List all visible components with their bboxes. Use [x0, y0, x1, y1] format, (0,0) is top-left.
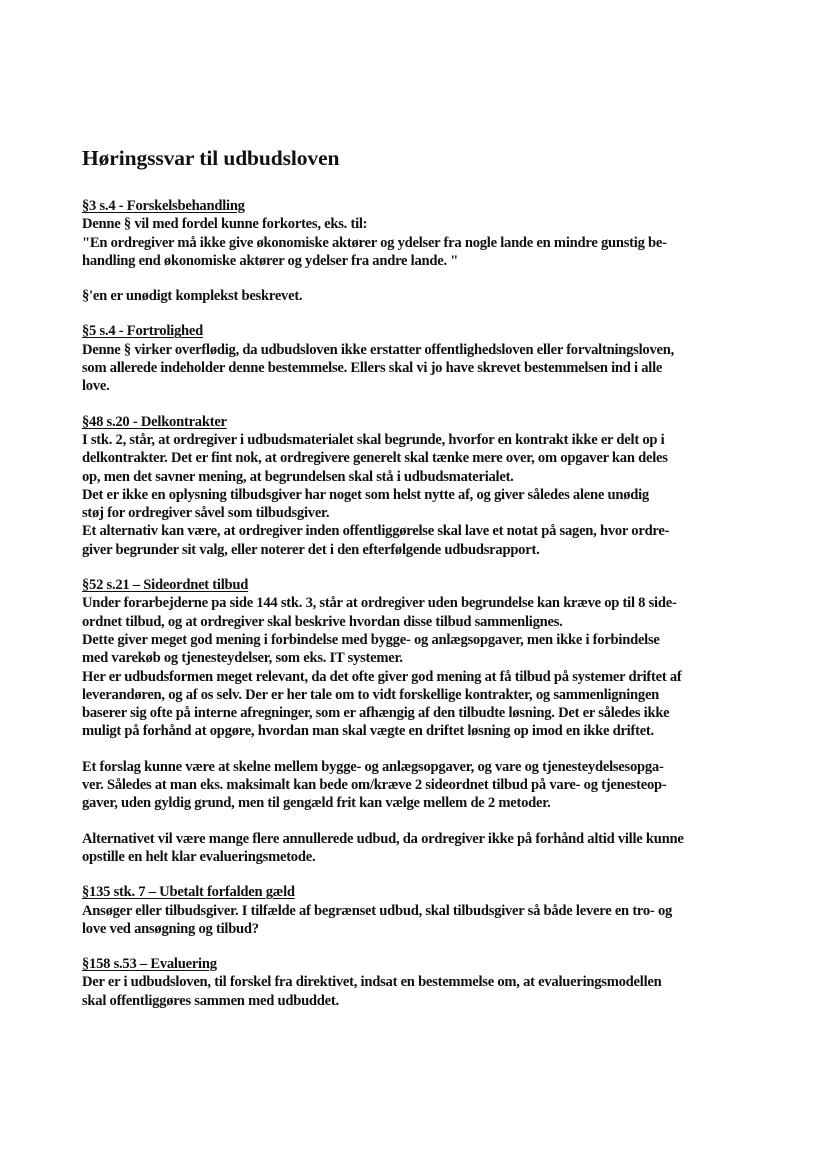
text-line: Et alternativ kan være, at ordregiver inden offentliggørelse skal lave et notat på sagen, hvor ordre- — [82, 523, 670, 540]
text-line: "En ordregiver må ikke give økonomiske aktører og ydelser fra nogle lande en mindre gunstig be- — [82, 234, 667, 251]
text-line: gaver, uden gyldig grund, men til gengæld frit kan vælge mellem de 2 metoder. — [82, 795, 551, 812]
text-line: §'en er unødigt komplekst beskrevet. — [82, 288, 303, 305]
section-gap — [82, 938, 722, 955]
text-line: I stk. 2, står, at ordregiver i udbudsmaterialet skal begrunde, hvorfor en kontrakt ikke er delt op i — [82, 431, 665, 448]
text-line: ver. Således at man eks. maksimalt kan bede om/kræve 2 sideordnet tilbud på vare- og tjenesteop- — [82, 777, 667, 794]
text-line: Et forslag kunne være at skelne mellem bygge- og anlægsopgaver, og vare og tjenesteydelsesopga- — [82, 758, 664, 775]
section-heading: §52 s.21 – Sideordnet tilbud — [82, 577, 249, 594]
section-heading: §158 s.53 – Evaluering — [82, 956, 217, 973]
text-line: Ansøger eller tilbudsgiver. I tilfælde af begrænset udbud, skal tilbudsgiver så både levere en tro- og — [82, 902, 673, 919]
text-line: Alternativet vil være mange flere annullerede udbud, da ordregiver ikke på forhånd altid ville kunne — [82, 830, 684, 847]
text-line: med varekøb og tjenesteydelser, som eks. IT systemer. — [82, 650, 403, 667]
section-delkontrakter — [82, 413, 722, 559]
section-sideordnet-tilbud — [82, 576, 722, 866]
section-heading: §48 s.20 - Delkontrakter — [82, 413, 227, 430]
document-body — [82, 197, 722, 1010]
paragraph-gap — [82, 813, 722, 830]
section-gap — [82, 559, 722, 576]
section-heading: §5 s.4 - Fortrolighed — [82, 323, 203, 340]
section-gap — [82, 305, 722, 322]
text-line: skal offentliggøres sammen med udbuddet. — [82, 992, 339, 1009]
text-line: som allerede indeholder denne bestemmelse. Ellers skal vi jo have skrevet bestemmelsen ind i alle — [82, 360, 663, 377]
text-line: Under forarbejderne pa side 144 stk. 3, står at ordregiver uden begrundelse kan kræve op til 8 side- — [82, 595, 677, 612]
text-line: love. — [82, 378, 110, 395]
text-line: opstille en helt klar evalueringsmetode. — [82, 848, 316, 865]
text-line: muligt på forhånd at opgøre, hvordan man skal vægte en driftet løsning op imod en ikke driftet. — [82, 723, 654, 740]
section-fortrolighed — [82, 322, 722, 395]
document-title: Høringssvar til udbudsloven — [82, 146, 340, 170]
text-line: love ved ansøgning og tilbud? — [82, 920, 259, 937]
text-line: Der er i udbudsloven, til forskel fra direktivet, indsat en bestemmelse om, at evalueringsmodellen — [82, 974, 662, 991]
text-line: handling end økonomiske aktører og ydelser fra andre lande. " — [82, 252, 459, 269]
section-gap — [82, 396, 722, 413]
text-line: Det er ikke en oplysning tilbudsgiver har noget som helst nytte af, og giver således alene unødig — [82, 486, 649, 503]
text-line: ordnet tilbud, og at ordregiver skal beskrive hvordan disse tilbud sammenlignes. — [82, 613, 563, 630]
section-evaluering — [82, 955, 722, 1010]
section-forskelsbehandling — [82, 197, 722, 305]
text-line: støj for ordregiver såvel som tilbudsgiver. — [82, 505, 330, 522]
text-line: Dette giver meget god mening i forbindelse med bygge- og anlægsopgaver, men ikke i forbindelse — [82, 631, 660, 648]
paragraph-gap — [82, 270, 722, 287]
section-heading: §3 s.4 - Forskelsbehandling — [82, 198, 245, 214]
text-line: delkontrakter. Det er fint nok, at ordregivere generelt skal tænke mere over, om opgaver kan deles — [82, 450, 668, 467]
text-line: Denne § vil med fordel kunne forkortes, eks. til: — [82, 216, 368, 233]
section-ubetalt-gaeld — [82, 883, 722, 938]
text-line: op, men det savner mening, at begrundelsen skal stå i udbudsmaterialet. — [82, 468, 514, 485]
text-line: giver begrunder sit valg, eller noterer det i den efterfølgende udbudsrapport. — [82, 541, 540, 558]
paragraph-gap — [82, 741, 722, 758]
section-gap — [82, 866, 722, 883]
section-heading: §135 stk. 7 – Ubetalt forfalden gæld — [82, 884, 295, 901]
text-line: baserer sig ofte på interne afregninger, som er afhængig af den tilbudte løsning. Det er således ikke — [82, 705, 670, 722]
text-line: leverandøren, og af os selv. Der er her tale om to vidt forskellige kontrakter, og sammenligningen — [82, 686, 660, 703]
text-line: Denne § virker overflødig, da udbudsloven ikke erstatter offentlighedsloven eller forvaltningsloven, — [82, 341, 674, 358]
text-line: Her er udbudsformen meget relevant, da det ofte giver god mening at få tilbud på systemer driftet af — [82, 668, 682, 685]
